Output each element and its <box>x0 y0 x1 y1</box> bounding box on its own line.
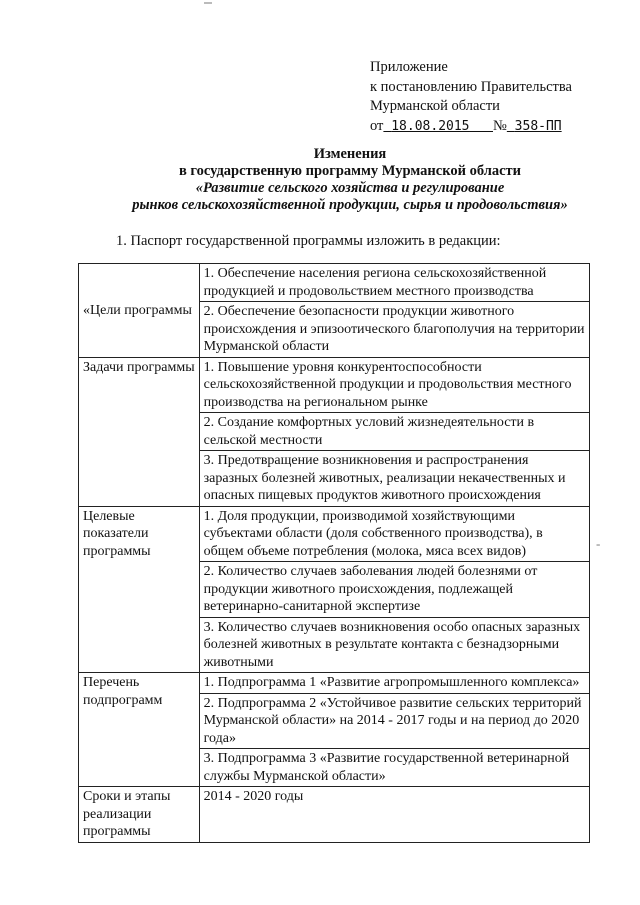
title-line-4: рынков сельскохозяйственной продукции, сырья и продовольствия» <box>132 197 568 213</box>
tasks-item-1: 1. Повышение уровня конкурентоспособности сельскохозяйственной продукции и продовольствия местного производства на региональном рынке <box>199 357 589 413</box>
scan-speck <box>204 2 212 4</box>
subprograms-label: Перечень подпрограмм <box>79 673 200 787</box>
indicators-label: Целевые показатели программы <box>79 506 200 673</box>
table-row <box>79 357 590 413</box>
decree-date: 18.08.2015 <box>391 118 470 134</box>
table-row <box>79 787 590 843</box>
tasks-label: Задачи программы <box>79 357 200 506</box>
number-prefix: № <box>493 117 507 134</box>
tasks-item-2: 2. Создание комфортных условий жизнедеятельности в сельской местности <box>199 413 589 451</box>
margin-mark: - <box>596 536 601 551</box>
indicators-item-1: 1. Доля продукции, производимой хозяйствующими субъектами области (доля собственного производства), в общем объеме потребления (молока, мяса всех видов) <box>199 506 589 562</box>
indicators-item-2: 2. Количество случаев заболевания людей болезнями от продукции животного происхождения, подлежащей ветеринарно-санитарной экспертизе <box>199 562 589 618</box>
passport-table <box>78 263 590 843</box>
intro-paragraph: 1. Паспорт государственной программы изложить в редакции: <box>116 233 501 249</box>
table-row <box>79 506 590 562</box>
document-title <box>60 146 640 214</box>
goals-label: «Цели программы <box>79 264 200 358</box>
table-row <box>79 264 590 302</box>
subprograms-item-1: 1. Подпрограмма 1 «Развитие агропромышленного комплекса» <box>199 673 589 694</box>
appendix-block <box>370 58 572 136</box>
goals-item-2: 2. Обеспечение безопасности продукции животного происхождения и эпизоотического благополучия на территории Мурманской области <box>199 302 589 358</box>
terms-value: 2014 - 2020 годы <box>199 787 589 843</box>
goals-item-1: 1. Обеспечение населения региона сельскохозяйственной продукцией и продовольствием местного производства <box>199 264 589 302</box>
subprograms-item-2: 2. Подпрограмма 2 «Устойчивое развитие сельских территорий Мурманской области» на 2014 - 2017 годы и на период до 2020 года» <box>199 693 589 749</box>
indicators-item-3: 3. Количество случаев возникновения особо опасных заразных болезней животных в результате контакта с безнадзорными животными <box>199 617 589 673</box>
title-line-1: Изменения <box>313 146 387 162</box>
appendix-line-2: к постановлению Правительства <box>370 78 572 95</box>
title-line-2: в государственную программу Мурманской области <box>178 163 522 179</box>
appendix-line-3: Мурманской области <box>370 98 500 114</box>
appendix-date-line <box>370 117 572 137</box>
date-prefix: от <box>370 117 384 134</box>
decree-number: 358-ПП <box>514 118 562 134</box>
appendix-line-1: Приложение <box>370 59 448 75</box>
subprograms-item-3: 3. Подпрограмма 3 «Развитие государственной ветеринарной службы Мурманской области» <box>199 749 589 787</box>
table-row <box>79 673 590 694</box>
tasks-item-3: 3. Предотвращение возникновения и распространения заразных болезней животных, реализации некачественных и опасных пищевых продуктов животного происхождения <box>199 451 589 507</box>
title-line-3: «Развитие сельского хозяйства и регулирование <box>195 180 505 196</box>
terms-label: Сроки и этапы реализации программы <box>79 787 200 843</box>
